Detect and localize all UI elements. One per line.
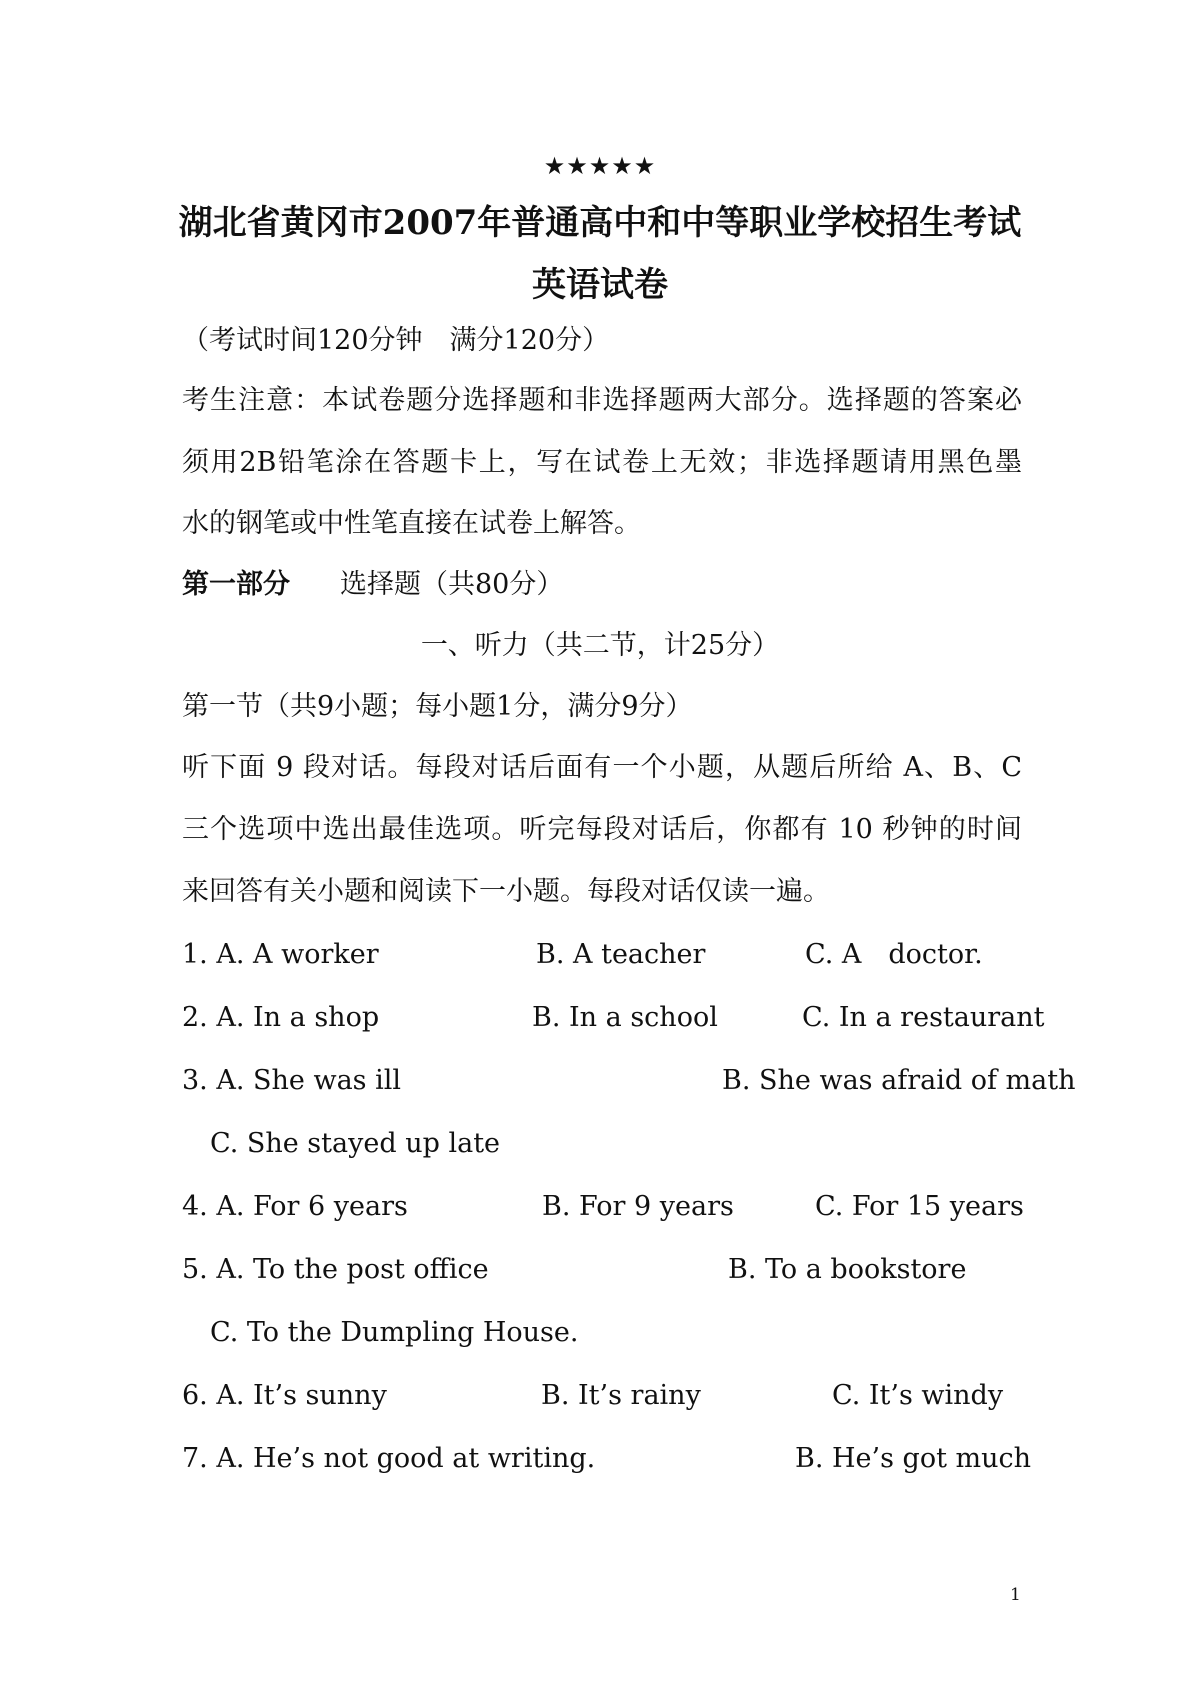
q5-option-b: B. To a bookstore [728, 1254, 967, 1285]
exam-subtitle: 英语试卷 [532, 265, 668, 305]
q6-option-b: B. It’s rainy [541, 1380, 701, 1411]
q6-option-c: C. It’s windy [832, 1380, 1004, 1411]
section1-instr-line-3: 来回答有关小题和阅读下一小题。每段对话仅读一遍。 [182, 876, 830, 907]
q6-option-a: 6. A. It’s sunny [182, 1380, 387, 1411]
stars-rating: ★★★★★ [543, 152, 657, 180]
q1-option-c: C. A doctor. [805, 939, 983, 970]
q5-option-a: 5. A. To the post office [182, 1254, 489, 1285]
q1-option-b: B. A teacher [536, 939, 706, 970]
q4-option-a: 4. A. For 6 years [182, 1191, 408, 1222]
notice-line-2: 须用2B铅笔涂在答题卡上，写在试卷上无效；非选择题请用黑色墨 [182, 447, 1022, 478]
q4-option-b: B. For 9 years [542, 1191, 734, 1222]
part1-desc: 选择题（共80分） [340, 569, 564, 600]
q3-option-b: B. She was afraid of math [722, 1065, 1076, 1096]
q3-option-c: C. She stayed up late [210, 1128, 501, 1159]
q4-option-c: C. For 15 years [815, 1191, 1024, 1222]
section1-heading: 第一节（共9小题；每小题1分，满分9分） [182, 691, 693, 722]
part1-label: 第一部分 [182, 569, 290, 600]
notice-line-1: 考生注意：本试卷题分选择题和非选择题两大部分。选择题的答案必 [182, 385, 1022, 416]
section1-instr-line-2: 三个选项中选出最佳选项。听完每段对话后，你都有 10 秒钟的时间 [182, 814, 1022, 845]
q2-option-c: C. In a restaurant [802, 1002, 1045, 1033]
notice-line-3: 水的钢笔或中性笔直接在试卷上解答。 [182, 508, 641, 539]
section-listening-heading: 一、听力（共二节，计25分） [420, 630, 780, 661]
q2-option-a: 2. A. In a shop [182, 1002, 380, 1033]
q7-option-a: 7. A. He’s not good at writing. [182, 1443, 596, 1474]
section1-instr-line-1: 听下面 9 段对话。每段对话后面有一个小题，从题后所给 A、B、C [182, 752, 1022, 783]
q1-option-a: 1. A. A worker [182, 939, 379, 970]
exam-title: 湖北省黄冈市2007年普通高中和中等职业学校招生考试 [178, 203, 1022, 243]
page-number: 1 [1010, 1585, 1021, 1605]
q7-option-b: B. He’s got much [795, 1443, 1032, 1474]
exam-info: （考试时间120分钟 满分120分） [182, 325, 610, 356]
q2-option-b: B. In a school [532, 1002, 718, 1033]
q3-option-a: 3. A. She was ill [182, 1065, 402, 1096]
q5-option-c: C. To the Dumpling House. [210, 1317, 579, 1348]
